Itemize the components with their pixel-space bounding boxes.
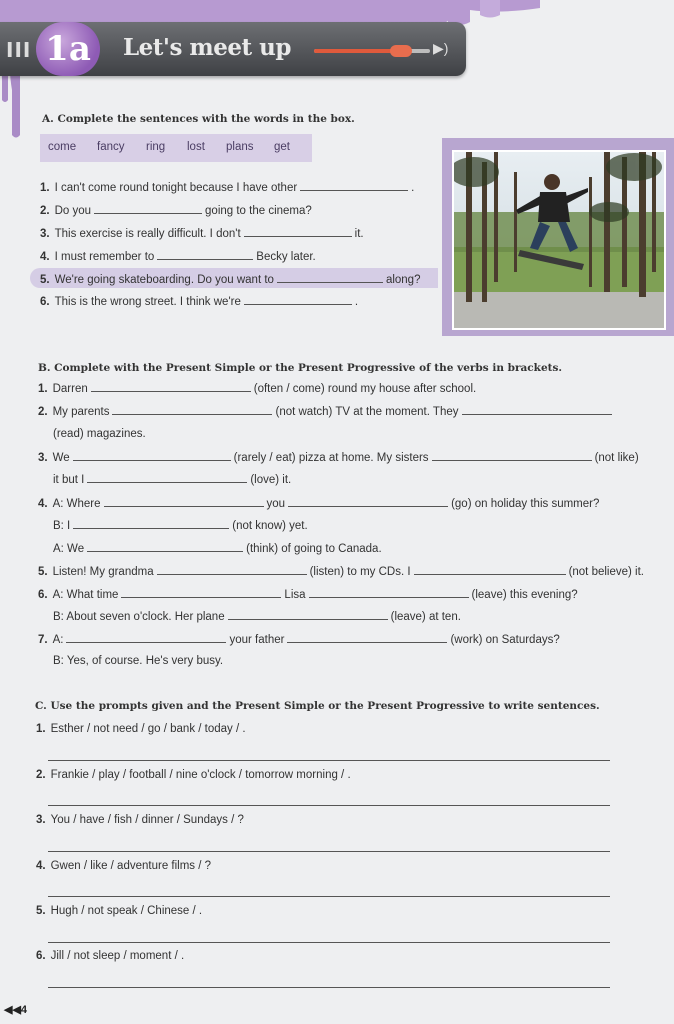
answer-blank[interactable]: [66, 633, 226, 643]
audio-progress-fill: [314, 49, 401, 53]
header-stripes: III: [6, 38, 32, 62]
exercise-b-line: B: I (not know) yet.: [53, 520, 308, 532]
section-a-heading: A. Complete the sentences with the words in the box.: [42, 113, 355, 125]
word-box: [40, 134, 312, 162]
answer-blank[interactable]: [112, 405, 272, 415]
exercise-b-line: 5. Listen! My grandma (listen) to my CDs. I (not believe) it.: [38, 566, 644, 578]
page-number: ◀◀4: [4, 1004, 28, 1016]
word-box-item: come: [48, 141, 77, 153]
exercise-c-prompt: 1. Esther / not need / go / bank / today / .: [36, 723, 246, 735]
exercise-a-item-4: 4. I must remember to Becky later.: [40, 251, 316, 263]
answer-line[interactable]: [48, 851, 610, 852]
answer-blank[interactable]: [91, 382, 251, 392]
answer-blank[interactable]: [244, 295, 352, 305]
answer-blank[interactable]: [300, 181, 408, 191]
exercise-c-prompt: 6. Jill / not sleep / moment / .: [36, 950, 185, 962]
word-box-item: get: [274, 141, 290, 153]
section-c-heading: C. Use the prompts given and the Present Simple or the Present Progressive to write sentences.: [35, 700, 600, 712]
exercise-a-item-6: 6. This is the wrong street. I think we're .: [40, 296, 359, 308]
exercise-b-line: 3. We (rarely / eat) pizza at home. My sisters (not like): [38, 452, 639, 464]
audio-progress-bar[interactable]: [314, 49, 430, 53]
audio-progress-knob[interactable]: [390, 45, 412, 57]
answer-blank[interactable]: [73, 519, 229, 529]
exercise-c-prompt: 5. Hugh / not speak / Chinese / .: [36, 905, 203, 917]
answer-blank[interactable]: [73, 451, 231, 461]
exercise-a-item-3: 3. This exercise is really difficult. I don't it.: [40, 228, 364, 240]
exercise-c-prompt: 3. You / have / fish / dinner / Sundays / ?: [36, 814, 244, 826]
answer-blank[interactable]: [228, 610, 388, 620]
word-box-item: plans: [226, 141, 254, 153]
skateboarder-photo: [452, 150, 666, 330]
exercise-c-prompt: 2. Frankie / play / football / nine o'clock / tomorrow morning / .: [36, 769, 351, 781]
word-box-item: fancy: [97, 141, 125, 153]
lesson-title: Let's meet up: [123, 34, 291, 61]
unit-badge: 1a: [36, 22, 100, 76]
exercise-b-line: 1. Darren (often / come) round my house after school.: [38, 383, 477, 395]
answer-blank[interactable]: [87, 473, 247, 483]
answer-blank[interactable]: [104, 497, 264, 507]
exercise-b-line: 6. A: What time Lisa (leave) this evening?: [38, 589, 578, 601]
exercise-a-item-1: 1. I can't come round tonight because I have other .: [40, 182, 415, 194]
exercise-b-line: 7. A: your father (work) on Saturdays?: [38, 634, 560, 646]
exercise-c-prompt: 4. Gwen / like / adventure films / ?: [36, 860, 212, 872]
answer-line[interactable]: [48, 987, 610, 988]
exercise-b-line: B: About seven o'clock. Her plane (leave) at ten.: [53, 611, 461, 623]
answer-blank[interactable]: [432, 451, 592, 461]
page-back-icon: ◀◀: [4, 1004, 21, 1016]
exercise-b-line: B: Yes, of course. He's very busy.: [53, 655, 224, 667]
answer-blank[interactable]: [288, 497, 448, 507]
exercise-b-line: 4. A: Where you (go) on holiday this summer?: [38, 498, 600, 510]
exercise-b-line: it but I (love) it.: [53, 474, 292, 486]
answer-blank[interactable]: [157, 565, 307, 575]
section-b-heading: B. Complete with the Present Simple or the Present Progressive of the verbs in brackets.: [38, 362, 563, 374]
answer-blank[interactable]: [462, 405, 612, 415]
exercise-b-line: 2. My parents (not watch) TV at the moment. They: [38, 405, 615, 418]
answer-blank[interactable]: [157, 250, 253, 260]
answer-blank[interactable]: [87, 542, 243, 552]
word-box-item: lost: [187, 141, 205, 153]
answer-line[interactable]: [48, 760, 610, 761]
answer-blank[interactable]: [94, 204, 202, 214]
speaker-icon[interactable]: ▶): [433, 40, 449, 56]
answer-blank[interactable]: [277, 273, 383, 283]
exercise-b-line: A: We (think) of going to Canada.: [53, 543, 382, 555]
answer-blank[interactable]: [309, 588, 469, 598]
answer-blank[interactable]: [244, 227, 352, 237]
answer-line[interactable]: [48, 942, 610, 943]
exercise-b-line: (read) magazines.: [53, 428, 146, 440]
exercise-a-item-5: 5. We're going skateboarding. Do you want to along?: [40, 274, 421, 286]
answer-blank[interactable]: [287, 633, 447, 643]
answer-blank[interactable]: [121, 588, 281, 598]
answer-blank[interactable]: [414, 565, 566, 575]
answer-line[interactable]: [48, 896, 610, 897]
exercise-a-item-2: 2. Do you going to the cinema?: [40, 205, 312, 217]
word-box-item: ring: [146, 141, 166, 153]
answer-line[interactable]: [48, 805, 610, 806]
